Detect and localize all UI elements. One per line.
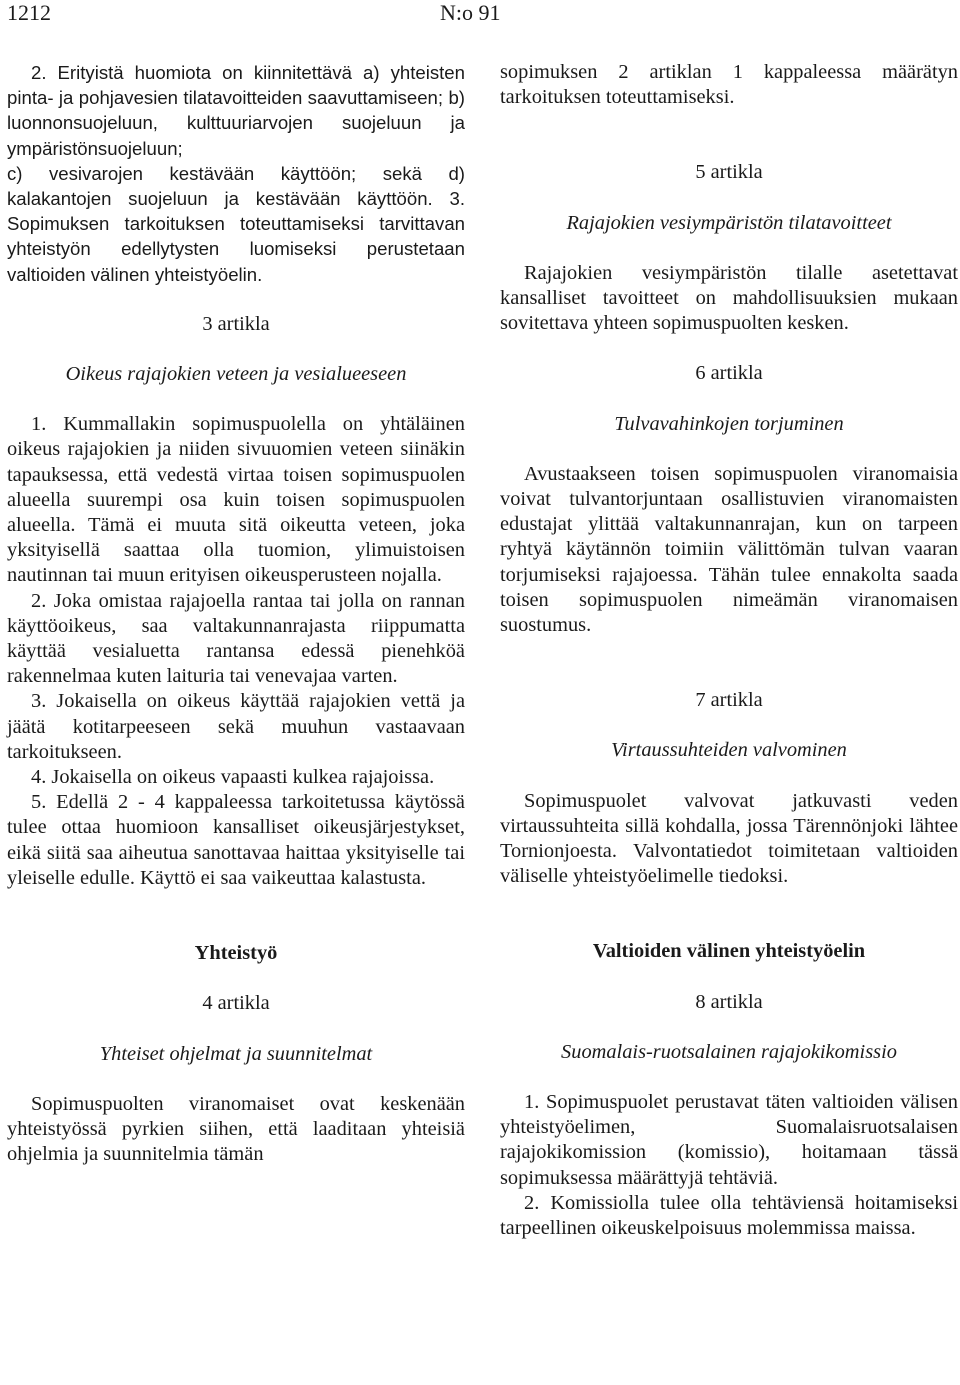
section-heading-yhteistyo: Yhteistyö [194,942,278,965]
issue-number: N:o 91 [440,0,501,25]
article-4-title: Yhteiset ohjelmat ja suunnitelmat [99,1042,373,1065]
article-7-title: Virtaussuhteiden valvominen [611,739,847,762]
article-8-heading: 8 artikla [695,990,763,1013]
article-4-continuation: sopimuksen 2 artiklan 1 kappaleessa määrätyn tarkoituksen toteuttamiseksi. [500,61,958,109]
right-column [500,60,958,1241]
page-number: 1212 [7,0,51,25]
paragraph-article2-2-cont: c) vesivarojen kestävään käyttöön; sekä d) kalakantojen suojeluun ja kestävään käyttöön. 3. Sopimuksen tarkoituksen toteuttamiseksi tarvittavan yhteistyön edellytysten luomiseksi perustetaan valtioiden välinen yhteistyöelin. [7,162,465,285]
article-4-paragraph-1: Sopimuspuolten viranomaiset ovat keskenään yhteistyössä pyrkien siihen, että laaditaan yhteisiä ohjelmia ja suunnitelmia tämän [7,1092,465,1166]
article-6-paragraph-1: Avustaakseen toisen sopimuspuolen viranomaisia voivat tulvantorjuntaan osallistuvien viranomaisten edustajat ylittää valtakunnanrajan, kun on tarpeen ryhtyä käytännön toimiin välittömän tulvan vaaran torjumiseksi rajajoessa. Tähän tulee ennakolta saada toisen sopimuspuolen nimeämän viranomaisen suostumus. [500,462,958,637]
article-8-paragraph-2: 2. Komissiolla tulee olla tehtäviensä hoitamiseksi tarpeellinen oikeuskelpoisuus molemmissa maissa. [500,1191,958,1240]
paragraph-article2-2: 2. Erityistä huomiota on kiinnitettävä a) yhteisten pinta- ja pohjavesien tilatavoitteiden saavuttamiseen; b) luonnonsuojeluun, kulttuuriarvojen suojeluun ja ympäristönsuojeluun; [7,62,465,159]
article-3-paragraph-2: 2. Joka omistaa rajajoella rantaa tai jolla on rannan käyttöoikeus, saa valtakunnanrajasta riippumatta käyttää vesialuetta rantansa edessä pienehköä rakennelmaa kuten laituria tai venevajaa varten. [7,589,465,688]
article-5-title: Rajajokien vesiympäristön tilatavoitteet [566,211,892,234]
article-8-title: Suomalais-ruotsalainen rajajokikomissio [561,1040,897,1063]
article-3-paragraph-1: 1. Kummallakin sopimuspuolella on yhtäläinen oikeus rajajokien ja niiden sivuuomien veteen siinäkin tapauksessa, että vedestä virtaa toisen sopimuspuolen alueella suurempi osa kuin toisen sopimuspuolen alueella. Tämä ei muuta sitä oikeutta veteen, joka yksityisellä saattaa olla tuomion, ylimuistoisen nautinnan tai muun erityisen oikeusperusteen nojalla. [7,413,465,587]
article-4-heading: 4 artikla [202,992,270,1015]
article-3-title: Oikeus rajajokien veteen ja vesialueeseen [65,363,407,386]
section-heading-yhteistyoelin: Valtioiden välinen yhteistyöelin [592,940,866,963]
article-5-paragraph-1: Rajajokien vesiympäristön tilalle asetettavat kansalliset tavoitteet on mahdollisuuksien mukaan sovitettava yhteen sopimuspuolten kesken. [500,261,958,335]
article-3-paragraph-5: 5. Edellä 2 - 4 kappaleessa tarkoitetussa käytössä tulee ottaa huomioon kansalliset oikeusjärjestykset, eikä siitä saa aiheutua sanottavaa haittaa yksityiselle tai yleiselle edulle. Käyttö ei saa vaikeuttaa kalastusta. [7,791,465,889]
article-3-paragraph-3: 3. Jokaisella on oikeus käyttää rajajokien vettä ja jäätä kotitarpeeseen sekä muuhun vastaavaan tarkoitukseen. [7,690,465,763]
article-5-heading: 5 artikla [695,161,763,184]
page-header [0,0,960,30]
article-3-paragraph-4: 4. Jokaisella on oikeus vapaasti kulkea rajajoissa. [31,766,435,789]
article-7-paragraph-1: Sopimuspuolet valvovat jatkuvasti veden virtaussuhteita sillä kohdalla, jossa Tärennönjoki lähtee Tornionjoesta. Valvontatiedot toimitetaan valtioiden väliselle yhteistyöelimelle tiedoksi. [500,789,958,888]
article-8-paragraph-1: 1. Sopimuspuolet perustavat täten valtioiden välisen yhteistyöelimen, Suomalaisruotsalaisen rajajokikomission (komissio), hoitamaan tässä sopimuksessa määrättyjä tehtäviä. [500,1091,958,1189]
article-6-title: Tulvavahinkojen torjuminen [614,412,844,435]
article-3-heading: 3 artikla [202,312,270,335]
article-7-heading: 7 artikla [695,689,763,712]
article-6-heading: 6 artikla [695,362,763,385]
left-column [7,60,465,1167]
